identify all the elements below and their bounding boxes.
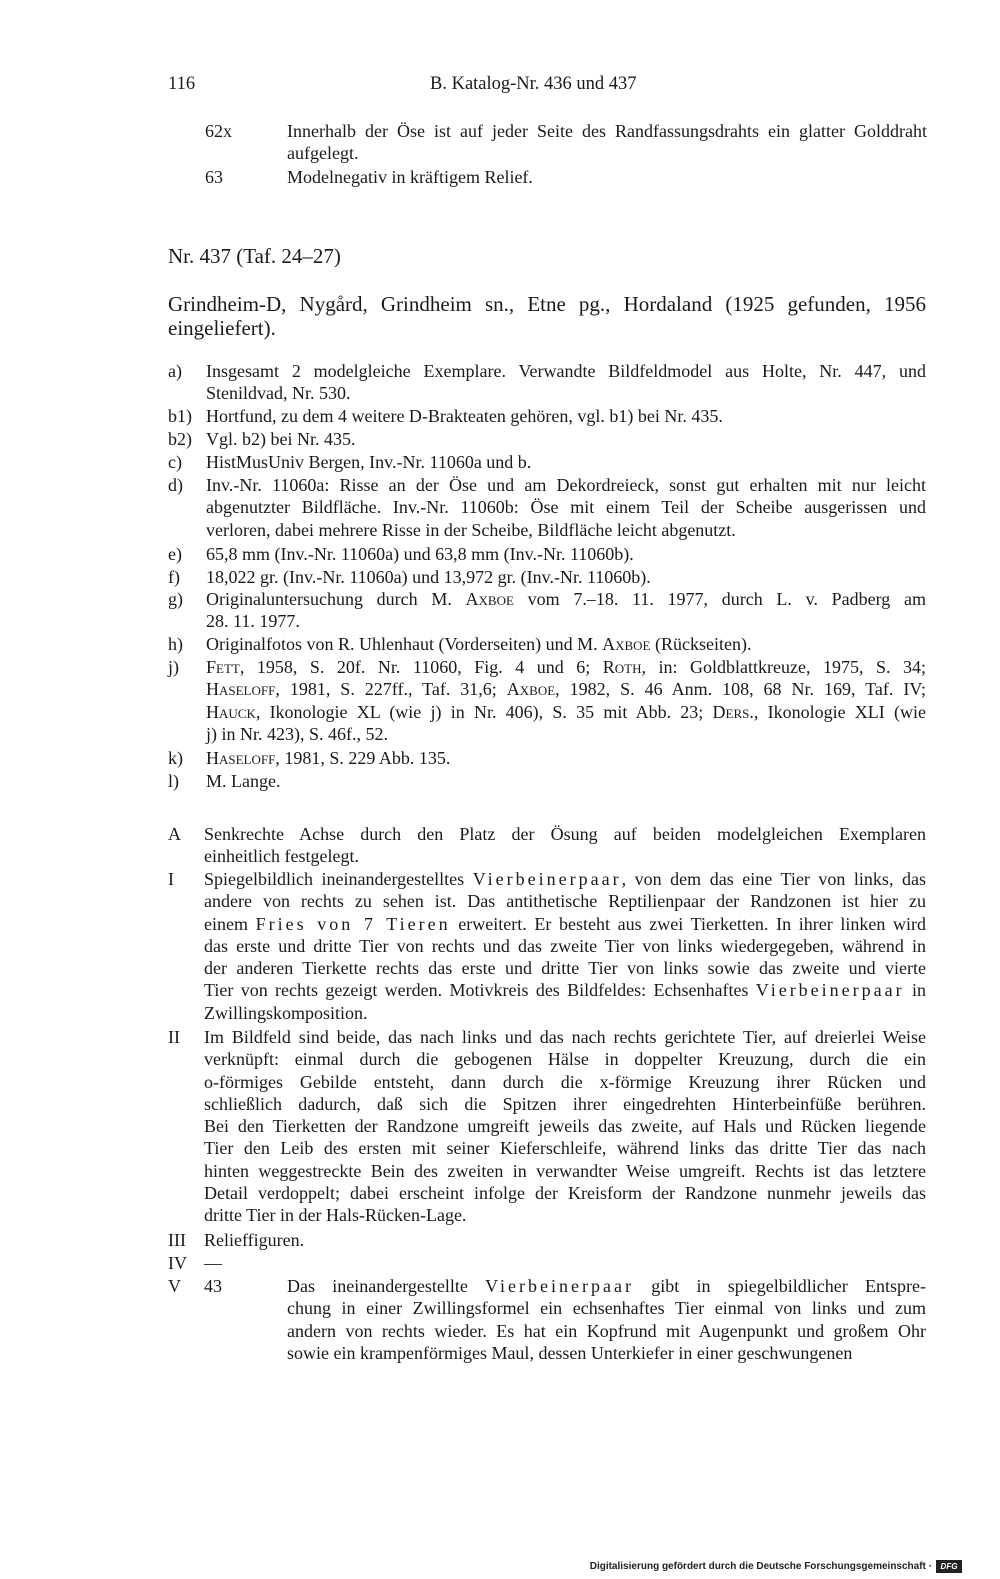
text-line: Grindheim-D, Nygård, Grindheim sn., Etne pg., Hordaland (1925 gefunden, 1956	[168, 292, 926, 316]
text-line: hinten weggestreckte Bein des zweiten in verwandter Weise umgreift. Rechts ist das letztere	[204, 1160, 926, 1181]
text-line: j) in Nr. 423), S. 46f., 52.	[206, 723, 388, 744]
author-name: Haseloff	[206, 748, 276, 768]
text-line: Vgl. b2) bei Nr. 435.	[206, 429, 356, 449]
text-line: Haseloff, 1981, S. 229 Abb. 135.	[206, 748, 451, 768]
running-title: B. Katalog-Nr. 436 und 437	[430, 74, 637, 94]
item-key: IV	[168, 1253, 187, 1273]
item-key: j)	[168, 657, 179, 677]
text-line: Spiegelbildlich ineinandergestelltes Vierbeinerpaar, von dem das eine Tier von links, das	[204, 869, 926, 889]
text-line: Im Bildfeld sind beide, das nach links und das nach rechts gerichtete Tier, auf dreierlei Weise	[204, 1027, 926, 1047]
author-name: Roth	[602, 657, 642, 677]
text-line: andere von rechts zu sehen ist. Das antithetische Reptilienpaar der Randzonen ist hier zu	[204, 891, 926, 912]
item-key: d)	[168, 475, 183, 495]
text-line: Relieffiguren.	[204, 1230, 305, 1250]
spaced-emphasis: Fries von 7 Tieren	[255, 913, 451, 934]
sub-item-key: 43	[204, 1276, 222, 1296]
page-number: 116	[168, 74, 196, 94]
spaced-emphasis: Vierbeinerpaar	[755, 980, 905, 1001]
text-line: Stenildvad, Nr. 530.	[206, 383, 351, 404]
author-name: Axboe	[465, 589, 514, 609]
text-line: 28. 11. 1977.	[206, 611, 300, 632]
text-line: andern von rechts wieder. Es hat ein Kopfrund mit Augenpunkt und großem Ohr	[287, 1320, 926, 1341]
text-line: HistMusUniv Bergen, Inv.-Nr. 11060a und b.	[206, 452, 532, 472]
text-line: Das ineinandergestellte Vierbeinerpaar gibt in spiegelbildlicher Entspre-	[287, 1276, 926, 1296]
author-name: Axboe	[602, 634, 651, 654]
dfg-logo: DFG	[936, 1560, 962, 1573]
text-line: einem Fries von 7 Tieren erweitert. Er besteht aus zwei Tierketten. In ihrer linken wird	[204, 913, 926, 934]
text-line: Tier von rechts gezeigt werden. Motivkreis des Bildfeldes: Echsenhaftes Vierbeinerpaar in	[204, 980, 926, 1001]
text-line: verloren, dabei mehrere Risse in der Scheibe, Bildfläche leicht abgenutzt.	[206, 519, 736, 540]
item-key: II	[168, 1027, 180, 1047]
author-name: Axboe	[506, 679, 556, 700]
author-name: Ders.	[712, 701, 754, 722]
text-line: Hortfund, zu dem 4 weitere D-Brakteaten gehören, vgl. b1) bei Nr. 435.	[206, 406, 723, 426]
text-line: Modelnegativ in kräftigem Relief.	[287, 167, 533, 187]
text-line: Detail verdoppelt; dabei erscheint infolge der Kreisform der Randzone nunmehr jeweils das	[204, 1183, 926, 1204]
text-line: Senkrechte Achse durch den Platz der Ösung auf beiden modelgleichen Exemplaren	[204, 824, 926, 844]
text-line: Originaluntersuchung durch M. Axboe vom 7.–18. 11. 1977, durch L. v. Padberg am	[206, 589, 926, 609]
page-header	[168, 74, 926, 104]
text-line: dritte Tier in der Hals-Rücken-Lage.	[204, 1205, 467, 1226]
text-line: Tier den Leib des ersten mit seiner Kieferschleife, während links das dritte Tier das nach	[204, 1138, 926, 1159]
text-line: —	[204, 1253, 222, 1273]
text-line: Haseloff, 1981, S. 227ff., Taf. 31,6; Axboe, 1982, S. 46 Anm. 108, 68 Nr. 169, Taf. IV;	[206, 679, 926, 700]
item-key: 62x	[205, 121, 232, 141]
item-key: III	[168, 1230, 186, 1250]
text-line: Zwillingskomposition.	[204, 1002, 368, 1023]
text-line: eingeliefert).	[168, 316, 276, 340]
text-line: einheitlich festgelegt.	[204, 846, 359, 867]
text-line: verknüpft: einmal durch die gebogenen Hälse in doppelter Kreuzung, durch die ein	[204, 1049, 926, 1070]
item-key: A	[168, 824, 181, 844]
text-line: o-förmiges Gebilde entsteht, dann durch die x-förmige Kreuzung ihrer Rücken und	[204, 1071, 926, 1092]
text-line: sowie ein krampenförmiges Maul, dessen Unterkiefer in einer geschwungenen	[287, 1342, 853, 1363]
item-key: b1)	[168, 406, 192, 426]
item-key: e)	[168, 544, 182, 564]
item-key: b2)	[168, 429, 192, 449]
entry-number-heading: Nr. 437 (Taf. 24–27)	[168, 244, 341, 268]
item-key: l)	[168, 771, 179, 791]
item-key: a)	[168, 361, 182, 381]
text-line: das erste und dritte Tier von rechts und das zweite Tier von links wiedergegeben, während in	[204, 935, 926, 956]
spaced-emphasis: Vierbeinerpaar	[485, 1276, 634, 1296]
author-name: Haseloff	[206, 679, 276, 700]
text-line: aufgelegt.	[287, 143, 359, 164]
item-key: c)	[168, 452, 182, 472]
item-key: I	[168, 869, 174, 889]
author-name: Fett	[206, 657, 240, 677]
text-line: 65,8 mm (Inv.-Nr. 11060a) und 63,8 mm (Inv.-Nr. 11060b).	[206, 544, 634, 564]
text-line: abgenutzter Bildfläche. Inv.-Nr. 11060b: Öse mit einem Teil der Scheibe ausgerissen und	[206, 497, 926, 518]
digitization-footer	[590, 1560, 962, 1573]
text-line: Originalfotos von R. Uhlenhaut (Vorderseiten) und M. Axboe (Rückseiten).	[206, 634, 752, 654]
text-line: Fett, 1958, S. 20f. Nr. 11060, Fig. 4 und 6; Roth, in: Goldblattkreuze, 1975, S. 34;	[206, 657, 926, 677]
text-line: Inv.-Nr. 11060a: Risse an der Öse und am Dekordreieck, sonst gut erhalten mit nur leicht	[206, 475, 926, 495]
text-line: schließlich dadurch, daß sich die Spitzen ihrer eingedrehten Hinterbeinfüße berühren.	[204, 1093, 926, 1114]
text-line: Insgesamt 2 modelgleiche Exemplare. Verwandte Bildfeldmodel aus Holte, Nr. 447, und	[206, 361, 926, 381]
text-line: der anderen Tierkette rechts das erste und dritte Tier von links sowie das zweite und vierte	[204, 958, 926, 979]
text-line: M. Lange.	[206, 771, 281, 791]
text-line: chung in einer Zwillingsformel ein echsenhaftes Tier einmal von links und zum	[287, 1298, 926, 1319]
text-line: Innerhalb der Öse ist auf jeder Seite des Randfassungsdrahts ein glatter Golddraht	[287, 121, 927, 141]
text-line: Bei den Tierketten der Randzone umgreift jeweils das zweite, auf Hals und Rücken liegende	[204, 1116, 926, 1137]
spaced-emphasis: Vierbeinerpaar	[472, 869, 622, 889]
author-name: Hauck	[206, 701, 256, 722]
item-key: k)	[168, 748, 183, 768]
item-key: h)	[168, 634, 183, 654]
item-key: g)	[168, 589, 183, 609]
item-key: f)	[168, 567, 180, 587]
footer-text: Digitalisierung gefördert durch die Deutsche Forschungsgemeinschaft ·	[589, 1561, 932, 1572]
item-key: 63	[205, 167, 223, 187]
text-line: 18,022 gr. (Inv.-Nr. 11060a) und 13,972 gr. (Inv.-Nr. 11060b).	[206, 567, 651, 587]
text-line: Hauck, Ikonologie XL (wie j) in Nr. 406), S. 35 mit Abb. 23; Ders., Ikonologie XLI (wie	[206, 701, 926, 722]
item-key: V	[168, 1276, 181, 1296]
